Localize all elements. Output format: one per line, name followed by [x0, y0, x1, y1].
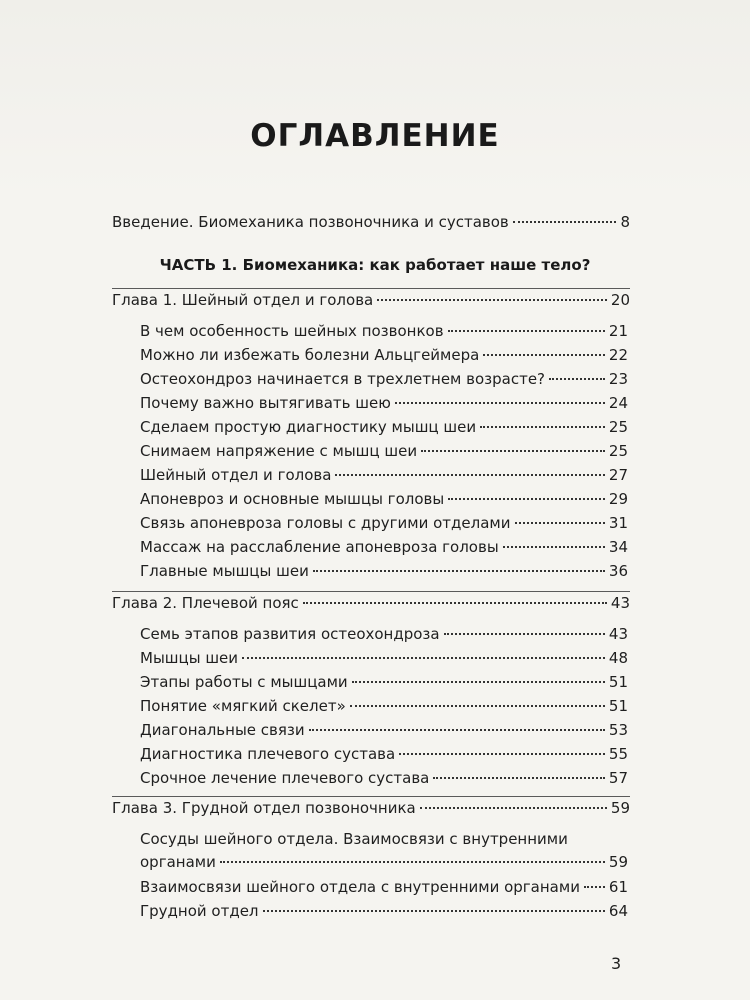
dot-leader — [377, 299, 607, 301]
toc-entry-text: Семь этапов развития остеохондроза — [140, 625, 440, 643]
chapter-title: Глава 3. Грудной отдел позвоночника — [112, 799, 416, 817]
chapter-page: 20 — [610, 291, 630, 309]
toc-entry-text: Грудной отдел — [140, 902, 259, 920]
toc-entry-page: 27 — [608, 466, 628, 484]
toc-entry — [140, 672, 628, 692]
dot-leader — [421, 450, 605, 452]
toc-entry-page: 43 — [608, 625, 628, 643]
toc-entry-text: Остеохондроз начинается в трехлетнем возрасте? — [140, 370, 546, 388]
dot-leader — [309, 729, 605, 731]
toc-title: ОГЛАВЛЕНИЕ — [250, 118, 500, 154]
toc-entry — [140, 393, 628, 413]
dot-leader — [303, 602, 607, 604]
toc-entry — [140, 852, 628, 872]
dot-leader — [503, 546, 605, 548]
toc-entry-text: Массаж на расслабление апоневроза головы — [140, 538, 499, 556]
toc-entry-page: 64 — [608, 902, 628, 920]
chapter-heading — [112, 798, 630, 818]
dot-leader — [448, 498, 605, 500]
toc-entry — [140, 369, 628, 389]
toc-entry-page: 31 — [608, 514, 628, 532]
chapter-page: 43 — [610, 594, 630, 612]
toc-entry-page: 61 — [608, 878, 628, 896]
toc-entry-text: Можно ли избежать болезни Альцгеймера — [140, 346, 480, 364]
toc-entry-text: Понятие «мягкий скелет» — [140, 697, 346, 715]
toc-entry-text: Сосуды шейного отдела. Взаимосвязи с внутренними — [140, 830, 568, 848]
toc-entry-text: Введение. Биомеханика позвоночника и суставов — [112, 213, 509, 231]
chapter-page: 59 — [610, 799, 630, 817]
toc-entry-page: 25 — [608, 442, 628, 460]
toc-entry-text: Сделаем простую диагностику мышц шеи — [140, 418, 477, 436]
toc-entry — [140, 345, 628, 365]
toc-entry — [140, 441, 628, 461]
toc-entry-text: Связь апоневроза головы с другими отделами — [140, 514, 511, 532]
toc-entry-text: Шейный отдел и голова — [140, 466, 332, 484]
dot-leader — [263, 910, 605, 912]
toc-entry-page: 57 — [608, 769, 628, 787]
dot-leader — [399, 753, 605, 755]
dot-leader — [352, 681, 605, 683]
toc-entry — [140, 417, 628, 437]
dot-leader — [515, 522, 605, 524]
toc-entry — [140, 513, 628, 533]
chapter-separator — [112, 796, 630, 797]
toc-entry-text: В чем особенность шейных позвонков — [140, 322, 444, 340]
toc-entry-page: 8 — [620, 213, 630, 231]
toc-entry-text: Апоневроз и основные мышцы головы — [140, 490, 445, 508]
part-title: ЧАСТЬ 1. Биомеханика: как работает наше тело? — [159, 256, 591, 274]
dot-leader — [242, 657, 605, 659]
toc-entry — [140, 720, 628, 740]
toc-entry-page: 55 — [608, 745, 628, 763]
toc-entry-page: 48 — [608, 649, 628, 667]
dot-leader — [420, 807, 607, 809]
chapter-title: Глава 1. Шейный отдел и голова — [112, 291, 374, 309]
toc-entry-text: Главные мышцы шеи — [140, 562, 309, 580]
dot-leader — [220, 861, 605, 863]
toc-entry-page: 51 — [608, 697, 628, 715]
toc-entry-page: 25 — [608, 418, 628, 436]
dot-leader — [584, 886, 605, 888]
toc-entry-text: Мышцы шеи — [140, 649, 239, 667]
toc-entry — [140, 624, 628, 644]
dot-leader — [335, 474, 604, 476]
chapter-separator — [112, 591, 630, 592]
toc-entry — [140, 696, 628, 716]
toc-entry-text: Почему важно вытягивать шею — [140, 394, 391, 412]
toc-entry-page: 29 — [608, 490, 628, 508]
dot-leader — [513, 221, 617, 223]
toc-entry-text: Этапы работы с мышцами — [140, 673, 348, 691]
toc-entry — [140, 877, 628, 897]
chapter-heading — [112, 290, 630, 310]
toc-entry-text-continued: органами — [140, 853, 216, 871]
toc-entry — [140, 901, 628, 921]
toc-entry-page: 22 — [608, 346, 628, 364]
toc-entry — [140, 648, 628, 668]
dot-leader — [480, 426, 605, 428]
toc-entry-page: 24 — [608, 394, 628, 412]
chapter-separator — [112, 288, 630, 289]
toc-entry-text: Снимаем напряжение с мышц шеи — [140, 442, 418, 460]
toc-entry-page: 21 — [608, 322, 628, 340]
chapter-heading — [112, 593, 630, 613]
toc-entry-text: Взаимосвязи шейного отдела с внутренними органами — [140, 878, 580, 896]
dot-leader — [483, 354, 605, 356]
toc-entry-intro — [112, 212, 630, 232]
toc-entry — [140, 561, 628, 581]
toc-entry-text: Диагностика плечевого сустава — [140, 745, 396, 763]
dot-leader — [350, 705, 605, 707]
toc-entry — [140, 465, 628, 485]
toc-entry-page: 59 — [608, 853, 628, 871]
dot-leader — [313, 570, 605, 572]
toc-entry-page: 36 — [608, 562, 628, 580]
toc-entry-page: 34 — [608, 538, 628, 556]
chapter-title: Глава 2. Плечевой пояс — [112, 594, 299, 612]
toc-entry — [140, 321, 628, 341]
toc-entry-text: Срочное лечение плечевого сустава — [140, 769, 430, 787]
dot-leader — [395, 402, 605, 404]
dot-leader — [433, 777, 605, 779]
dot-leader — [549, 378, 605, 380]
toc-entry — [140, 768, 628, 788]
toc-entry-page: 53 — [608, 721, 628, 739]
dot-leader — [444, 633, 605, 635]
toc-entry-page: 51 — [608, 673, 628, 691]
page-number: 3 — [611, 954, 622, 973]
toc-entry-page: 23 — [608, 370, 628, 388]
toc-entry — [140, 537, 628, 557]
toc-entry — [140, 744, 628, 764]
toc-entry-text: Диагональные связи — [140, 721, 305, 739]
toc-entry — [140, 489, 628, 509]
dot-leader — [448, 330, 605, 332]
